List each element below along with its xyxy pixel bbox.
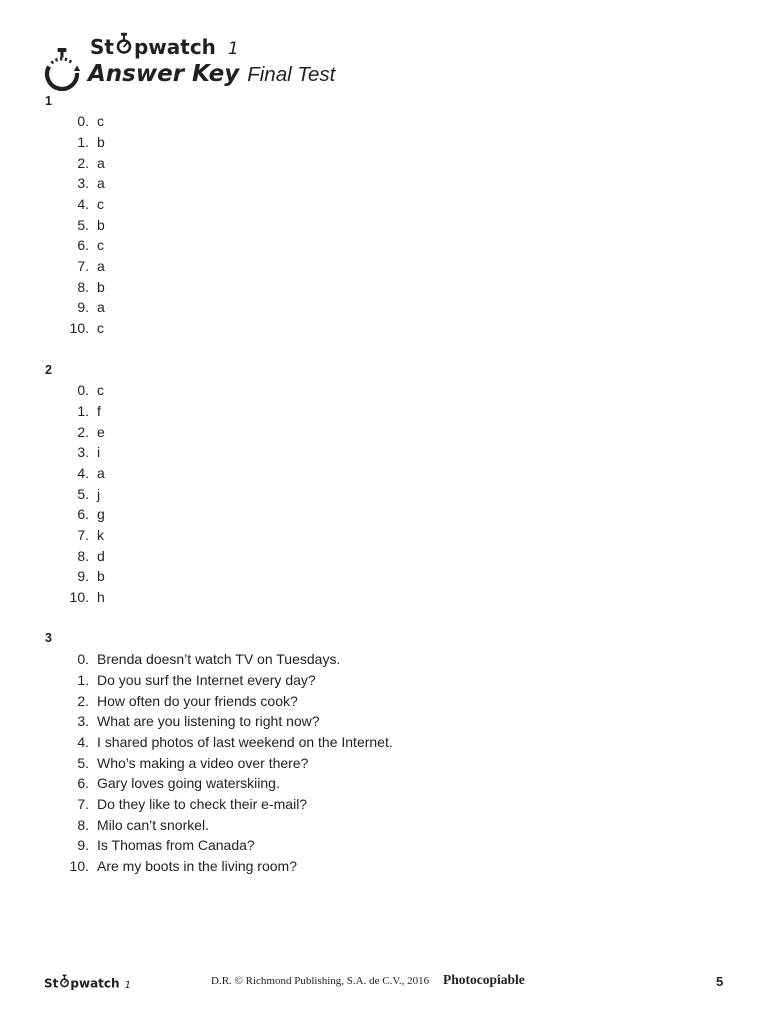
title-final-test: Final Test bbox=[247, 63, 336, 86]
answer-item bbox=[45, 380, 725, 401]
answer-item bbox=[45, 194, 725, 215]
item-answer: b bbox=[97, 133, 105, 150]
item-number: 8. bbox=[77, 816, 89, 833]
photocopiable-label: Photocopiable bbox=[443, 972, 525, 988]
item-answer: g bbox=[97, 506, 105, 523]
answer-item bbox=[45, 794, 725, 815]
answer-item bbox=[45, 773, 725, 794]
item-answer: Do they like to check their e-mail? bbox=[97, 795, 308, 812]
item-answer: c bbox=[97, 196, 104, 213]
brand-logo-start: St bbox=[90, 35, 114, 59]
item-answer: j bbox=[97, 485, 101, 502]
answer-item bbox=[45, 566, 725, 587]
page-number: 5 bbox=[716, 973, 724, 989]
item-number: 3. bbox=[77, 175, 89, 192]
brand-logo-end: pwatch bbox=[133, 35, 216, 59]
item-answer: c bbox=[97, 320, 104, 337]
item-number: 9. bbox=[77, 299, 89, 316]
item-number: 3. bbox=[77, 444, 89, 461]
item-answer: Are my boots in the living room? bbox=[97, 858, 297, 875]
item-answer: e bbox=[97, 423, 105, 440]
level-number: 1 bbox=[227, 39, 239, 59]
item-answer: a bbox=[97, 175, 105, 192]
item-answer: b bbox=[97, 278, 105, 295]
item-number: 10. bbox=[69, 589, 89, 606]
item-number: 6. bbox=[77, 237, 89, 254]
item-answer: Gary loves going waterskiing. bbox=[97, 775, 280, 792]
answer-item bbox=[45, 215, 725, 236]
item-answer: c bbox=[97, 237, 104, 254]
title-answer-key: Answer Key bbox=[88, 61, 240, 87]
answer-item bbox=[45, 691, 725, 712]
item-answer: a bbox=[97, 299, 105, 316]
item-answer: a bbox=[97, 258, 105, 275]
answer-item bbox=[45, 649, 725, 670]
item-number: 9. bbox=[77, 568, 89, 585]
item-answer: Brenda doesn’t watch TV on Tuesdays. bbox=[97, 651, 341, 668]
item-number: 5. bbox=[77, 216, 89, 233]
item-number: 7. bbox=[77, 527, 89, 544]
brand-logo bbox=[90, 32, 239, 61]
item-number: 6. bbox=[77, 506, 89, 523]
item-answer: Who’s making a video over there? bbox=[97, 754, 309, 771]
section-number: 1 bbox=[45, 93, 52, 108]
answer-item bbox=[45, 484, 725, 505]
item-number: 5. bbox=[77, 485, 89, 502]
item-number: 2. bbox=[77, 154, 89, 171]
item-answer: I shared photos of last weekend on the Internet. bbox=[97, 733, 393, 750]
item-number: 1. bbox=[77, 402, 89, 419]
item-answer: a bbox=[97, 464, 105, 481]
item-number: 8. bbox=[77, 547, 89, 564]
answer-section bbox=[45, 628, 725, 876]
item-answer: h bbox=[97, 589, 105, 606]
item-answer: What are you listening to right now? bbox=[97, 713, 320, 730]
item-number: 4. bbox=[77, 196, 89, 213]
answer-item bbox=[45, 815, 725, 836]
answer-item bbox=[45, 153, 725, 174]
item-answer: Is Thomas from Canada? bbox=[97, 837, 255, 854]
item-number: 6. bbox=[77, 775, 89, 792]
answer-item bbox=[45, 732, 725, 753]
answer-section bbox=[45, 91, 725, 339]
copyright-notice: D.R. © Richmond Publishing, S.A. de C.V., 2016 bbox=[211, 975, 430, 988]
item-number: 4. bbox=[77, 464, 89, 481]
item-number: 9. bbox=[77, 837, 89, 854]
footer-level-number: 1 bbox=[124, 979, 131, 991]
answer-item bbox=[45, 132, 725, 153]
answer-item bbox=[45, 835, 725, 856]
item-number: 0. bbox=[77, 651, 89, 668]
item-number: 1. bbox=[77, 671, 89, 688]
item-answer: b bbox=[97, 568, 105, 585]
answer-item bbox=[45, 235, 725, 256]
item-number: 4. bbox=[77, 733, 89, 750]
answer-item bbox=[45, 318, 725, 339]
item-number: 2. bbox=[77, 692, 89, 709]
item-number: 1. bbox=[77, 133, 89, 150]
footer-logo-start: St bbox=[44, 976, 59, 991]
answer-item bbox=[45, 753, 725, 774]
item-number: 7. bbox=[77, 258, 89, 275]
item-answer: Do you surf the Internet every day? bbox=[97, 671, 316, 688]
answer-item bbox=[45, 463, 725, 484]
answer-item bbox=[45, 277, 725, 298]
item-answer: a bbox=[97, 154, 105, 171]
answer-item bbox=[45, 711, 725, 732]
answer-item bbox=[45, 504, 725, 525]
footer-logo-end: pwatch bbox=[70, 976, 120, 991]
item-answer: c bbox=[97, 382, 104, 399]
item-answer: d bbox=[97, 547, 105, 564]
item-answer: i bbox=[97, 444, 101, 461]
item-answer: k bbox=[97, 527, 104, 544]
item-number: 10. bbox=[69, 320, 89, 337]
answer-item bbox=[45, 856, 725, 877]
answer-item bbox=[45, 442, 725, 463]
answer-item bbox=[45, 546, 725, 567]
item-number: 0. bbox=[77, 113, 89, 130]
section-number: 3 bbox=[45, 631, 52, 646]
answer-section bbox=[45, 360, 725, 608]
item-answer: c bbox=[97, 113, 104, 130]
stopwatch-icon bbox=[43, 46, 81, 94]
page-title bbox=[88, 60, 335, 91]
stopwatch-o-icon bbox=[115, 32, 133, 54]
item-number: 2. bbox=[77, 423, 89, 440]
answer-item bbox=[45, 173, 725, 194]
item-number: 5. bbox=[77, 754, 89, 771]
item-number: 0. bbox=[77, 382, 89, 399]
answer-item bbox=[45, 256, 725, 277]
answer-sections bbox=[45, 91, 725, 898]
item-answer: Milo can’t snorkel. bbox=[97, 816, 210, 833]
answer-item bbox=[45, 297, 725, 318]
item-number: 7. bbox=[77, 795, 89, 812]
item-answer: How often do your friends cook? bbox=[97, 692, 298, 709]
section-number: 2 bbox=[45, 362, 52, 377]
footer-brand-logo bbox=[44, 974, 131, 993]
stopwatch-o-icon bbox=[59, 974, 70, 988]
answer-item bbox=[45, 401, 725, 422]
answer-item bbox=[45, 525, 725, 546]
answer-item bbox=[45, 111, 725, 132]
item-answer: b bbox=[97, 216, 105, 233]
item-number: 8. bbox=[77, 278, 89, 295]
answer-item bbox=[45, 422, 725, 443]
answer-item bbox=[45, 587, 725, 608]
item-number: 10. bbox=[69, 858, 89, 875]
answer-item bbox=[45, 670, 725, 691]
item-answer: f bbox=[97, 402, 101, 419]
item-number: 3. bbox=[77, 713, 89, 730]
